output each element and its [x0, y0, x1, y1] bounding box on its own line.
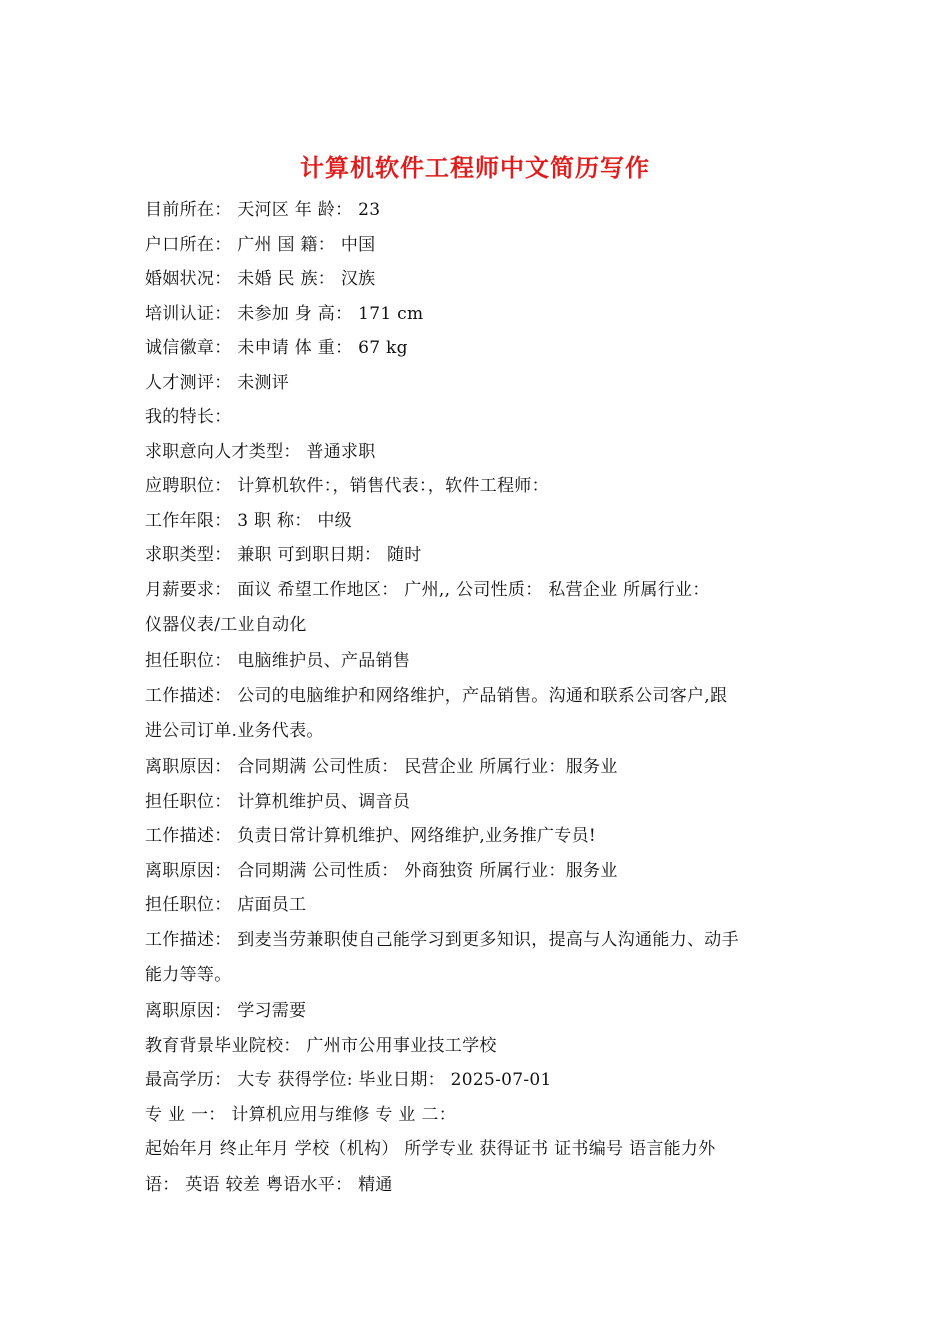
- text-line-position-2: 担任职位： 计算机维护员、调音员: [145, 791, 411, 812]
- text-line-leave-reason-3: 离职原因： 学习需要: [145, 1001, 307, 1021]
- text-line-position-1: 担任职位： 电脑维护员、产品销售: [145, 651, 411, 671]
- text-line-leave-reason-1: 离职原因： 合同期满 公司性质： 民营企业 所属行业：服务业: [145, 757, 618, 777]
- text-line-industry: 仪器仪表/工业自动化: [145, 615, 307, 635]
- text-line-marital-status: 婚姻状况： 未婚 民 族： 汉族: [145, 269, 376, 289]
- text-line-work-years: 工作年限： 3 职 称： 中级: [145, 510, 352, 531]
- text-line-current-location: 目前所在： 天河区 年 龄： 23: [145, 200, 381, 220]
- text-line-education-table-header: 起始年月 终止年月 学校（机构） 所学专业 获得证书 证书编号 语言能力外: [145, 1139, 716, 1159]
- text-line-description-3-cont: 能力等等。: [145, 965, 232, 985]
- text-line-training: 培训认证： 未参加 身 高： 171 cm: [145, 303, 424, 324]
- resume-body: [145, 193, 810, 1204]
- text-line-credit-badge: 诚信徽章： 未申请 体 重： 67 kg: [145, 338, 408, 358]
- text-line-hukou: 户口所在： 广州 国 籍： 中国: [145, 234, 376, 255]
- text-line-language: 语： 英语 较差 粤语水平： 精通: [145, 1174, 393, 1195]
- text-line-talent-assessment: 人才测评： 未测评: [145, 372, 290, 393]
- text-line-specialty: 我的特长：: [145, 407, 232, 427]
- text-line-description-2: 工作描述： 负责日常计算机维护、网络维护,业务推广专员!: [145, 826, 597, 846]
- text-line-school: 教育背景毕业院校： 广州市公用事业技工学校: [145, 1035, 497, 1056]
- text-line-major: 专 业 一： 计算机应用与维修 专 业 二：: [145, 1104, 457, 1125]
- text-line-applied-position: 应聘职位： 计算机软件：，销售代表：，软件工程师：: [145, 476, 549, 496]
- text-line-job-type: 求职类型： 兼职 可到职日期： 随时: [145, 545, 422, 565]
- text-line-education: 最高学历： 大专 获得学位: 毕业日期： 2025-07-01: [145, 1070, 552, 1090]
- text-line-description-3: 工作描述： 到麦当劳兼职使自己能学习到更多知识，提高与人沟通能力、动手: [145, 929, 739, 950]
- text-line-description-1: 工作描述： 公司的电脑维护和网络维护，产品销售。沟通和联系公司客户,跟: [145, 685, 728, 706]
- document-title: 计算机软件工程师中文简历写作: [300, 153, 650, 182]
- text-line-job-intent-type: 求职意向人才类型： 普通求职: [145, 441, 376, 462]
- text-line-leave-reason-2: 离职原因： 合同期满 公司性质： 外商独资 所属行业：服务业: [145, 860, 618, 881]
- text-line-description-1-cont: 进公司订单.业务代表。: [145, 721, 324, 741]
- text-line-salary: 月薪要求： 面议 希望工作地区： 广州,, 公司性质： 私营企业 所属行业：: [145, 579, 710, 600]
- text-line-position-3: 担任职位： 店面员工: [145, 895, 307, 915]
